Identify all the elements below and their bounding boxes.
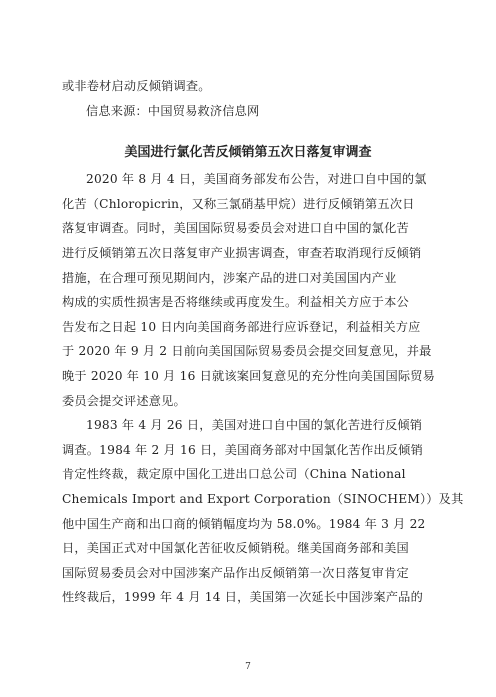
paragraph-line: 告发布之日起 10 日内向美国商务部进行应诉登记，利益相关方应 [62,319,421,334]
paragraph-line: 化苦（Chloropicrin，又称三氯硝基甲烷）进行反倾销第五次日 [62,196,415,211]
page-number: 7 [245,662,251,672]
intro-line: 或非卷材启动反倾销调查。 [62,79,211,93]
paragraph-line: 日，美国正式对中国氯化苦征收反倾销税。继美国商务部和美国 [62,541,409,556]
paragraph-line: 委员会提交评述意见。 [62,393,186,408]
paragraph-line: 构成的实质性损害是否将继续或再度发生。利益相关方应于本公 [62,295,409,310]
paragraph-line: 国际贸易委员会对中国涉案产品作出反倾销第一次日落复审肯定 [62,565,409,580]
paragraph-line: 1983 年 4 月 26 日，美国对进口自中国的氯化苦进行反倾销 [86,418,423,433]
paragraph-line: Chemicals Import and Export Corporation（SINOCHEM））及其 [62,491,464,506]
paragraph-line: 于 2020 年 9 月 2 日前向美国国际贸易委员会提交回复意见，并最 [62,344,432,359]
paragraph-line: 2020 年 8 月 4 日，美国商务部发布公告，对进口自中国的氯 [86,172,427,187]
paragraph-line: 性终裁后，1999 年 4 月 14 日，美国第一次延长中国涉案产品的 [62,590,423,605]
paragraph-line: 肯定性终裁，裁定原中国化工进出口总公司（China National [62,467,406,482]
paragraph-line: 他中国生产商和出口商的倾销幅度均为 58.0%。1984 年 3 月 22 [62,516,426,531]
paragraph-line: 措施，在合理可预见期间内，涉案产品的进口对美国国内产业 [62,270,397,285]
paragraph-1 [62,167,434,413]
paragraph-line: 进行反倾销第五次日落复审产业损害调查，审查若取消现行反倾销 [62,245,422,260]
article-title: 美国进行氯化苦反倾销第五次日落复审调查 [124,145,372,161]
paragraph-2 [62,413,464,610]
info-source: 信息来源：中国贸易救济信息网 [86,103,260,118]
paragraph-line: 晚于 2020 年 10 月 16 日就该案回复意见的充分性向美国国际贸易 [62,368,435,383]
paragraph-line: 调查。1984 年 2 月 16 日，美国商务部对中国氯化苦作出反倾销 [62,442,423,457]
paragraph-line: 落复审调查。同时，美国国际贸易委员会对进口自中国的氯化苦 [62,221,409,236]
document-body [62,74,464,610]
